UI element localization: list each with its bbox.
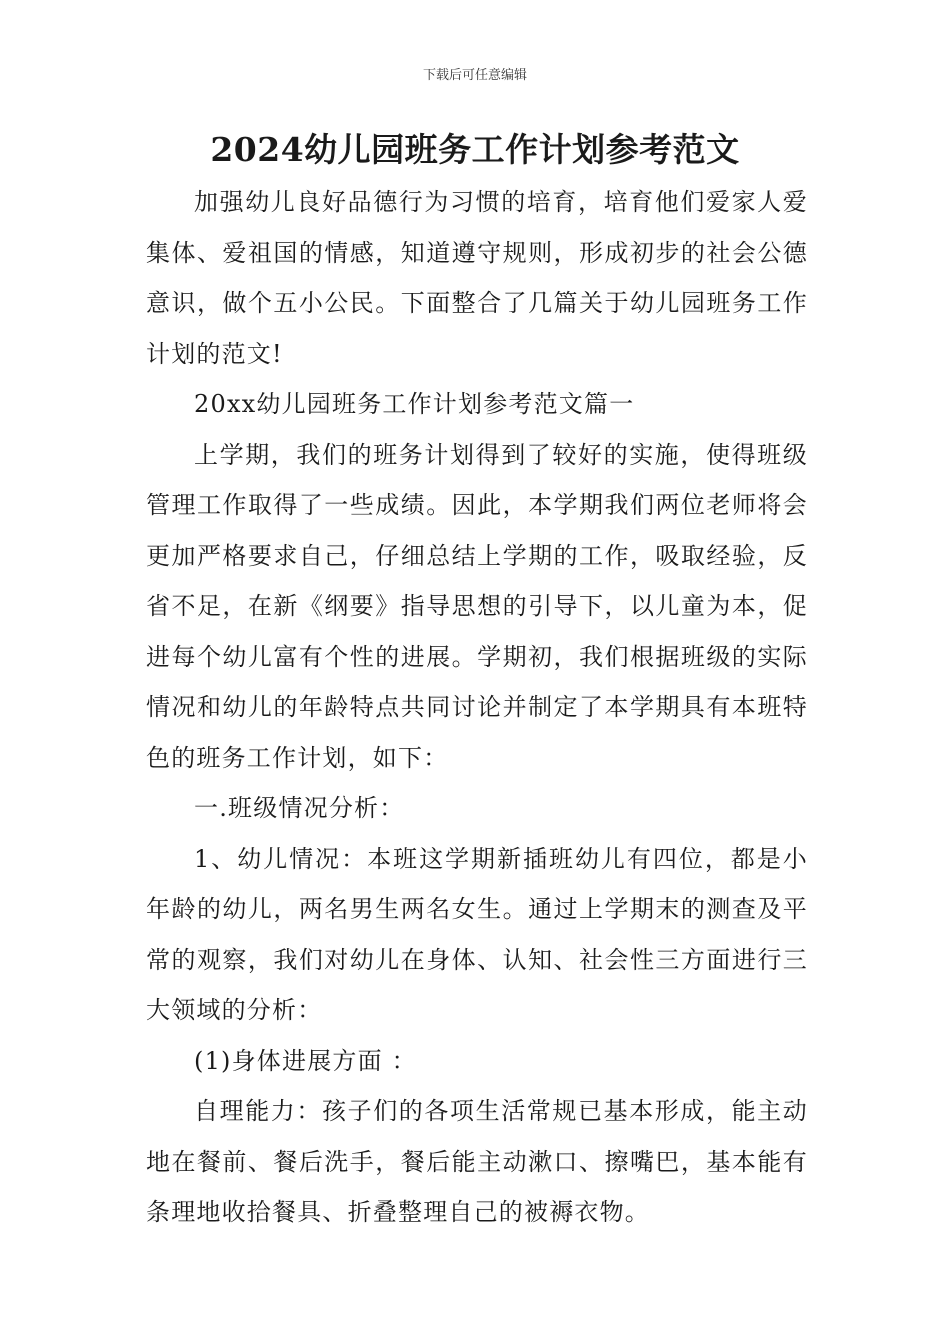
body-paragraph: 自理能力：孩子们的各项生活常规已基本形成，能主动地在餐前、餐后洗手，餐后能主动漱口、擦嘴巴，基本能有条理地收拾餐具、折叠整理自己的被褥衣物。 (146, 1097, 808, 1226)
body-paragraph: 上学期，我们的班务计划得到了较好的实施，使得班级管理工作取得了一些成绩。因此，本学期我们两位老师将会更加严格要求自己，仔细总结上学期的工作，吸取经验，反省不足，在新《纲要》指导思想的引导下，以儿童为本，促进每个幼儿富有个性的进展。学期初，我们根据班级的实际情况和幼儿的年龄特点共同讨论并制定了本学期具有本班特色的班务工作计划，如下： (146, 440, 808, 772)
subsection-heading: (1)身体进展方面 ： (194, 1046, 417, 1075)
document-body (146, 177, 808, 1238)
intro-paragraph: 加强幼儿良好品德行为习惯的培育，培育他们爱家人爱集体、爱祖国的情感，知道遵守规则，形成初步的社会公德意识，做个五小公民。下面整合了几篇关于幼儿园班务工作计划的范文! (146, 188, 808, 368)
document-title: 2024幼儿园班务工作计划参考范文 (210, 130, 740, 169)
section-heading: 20xx幼儿园班务工作计划参考范文篇一 (194, 390, 635, 418)
subsection-heading: 一.班级情况分析： (194, 794, 405, 822)
body-paragraph: 1、幼儿情况：本班这学期新插班幼儿有四位，都是小年龄的幼儿，两名男生两名女生。通过上学期末的测查及平常的观察，我们对幼儿在身体、认知、社会性三方面进行三大领域的分析： (146, 844, 808, 1024)
header-note: 下载后可任意编辑 (422, 68, 527, 83)
